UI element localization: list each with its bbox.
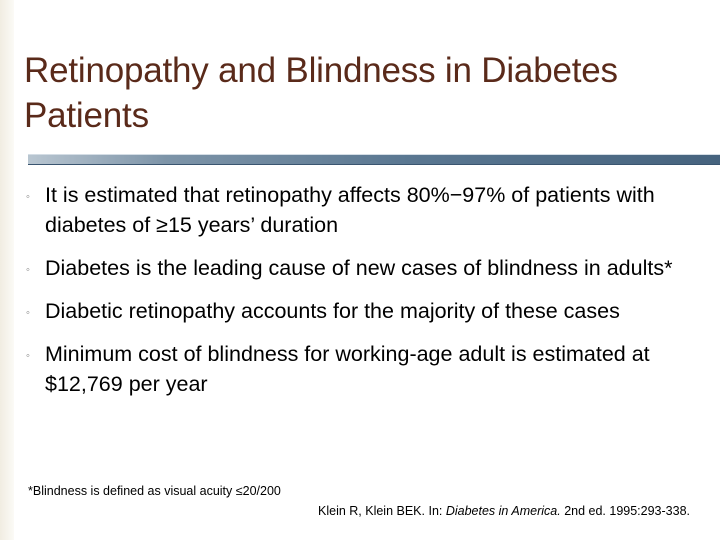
- bullet-marker-icon: ◦: [26, 264, 30, 276]
- bullet-text: Diabetes is the leading cause of new cases of blindness in adults*: [45, 256, 673, 280]
- bullet-text: Diabetic retinopathy accounts for the majority of these cases: [45, 299, 620, 323]
- bullet-marker-icon: ◦: [26, 307, 30, 319]
- bullet-item: [26, 339, 706, 399]
- bullet-marker-icon: ◦: [26, 191, 30, 203]
- citation-authors: Klein R, Klein BEK. In:: [318, 504, 446, 518]
- bullet-item: [26, 180, 706, 240]
- bullet-item: [26, 253, 706, 283]
- bullet-text: Minimum cost of blindness for working-age adult is estimated at $12,769 per year: [45, 342, 650, 396]
- footnote: *Blindness is defined as visual acuity ≤20/200: [28, 484, 281, 498]
- title-divider: [28, 154, 720, 165]
- bullet-marker-icon: ◦: [26, 350, 30, 362]
- bullet-item: [26, 296, 706, 326]
- citation-details: 2nd ed. 1995:293-338.: [560, 504, 690, 518]
- bullet-list: [26, 180, 706, 412]
- bullet-text: It is estimated that retinopathy affects 80%−97% of patients with diabetes of ≥15 years’ duration: [45, 183, 655, 237]
- citation-source: Diabetes in America.: [445, 504, 561, 518]
- slide-title: Retinopathy and Blindness in Diabetes Patients: [24, 51, 618, 135]
- left-decorative-bar: [0, 0, 14, 540]
- citation: [318, 504, 690, 518]
